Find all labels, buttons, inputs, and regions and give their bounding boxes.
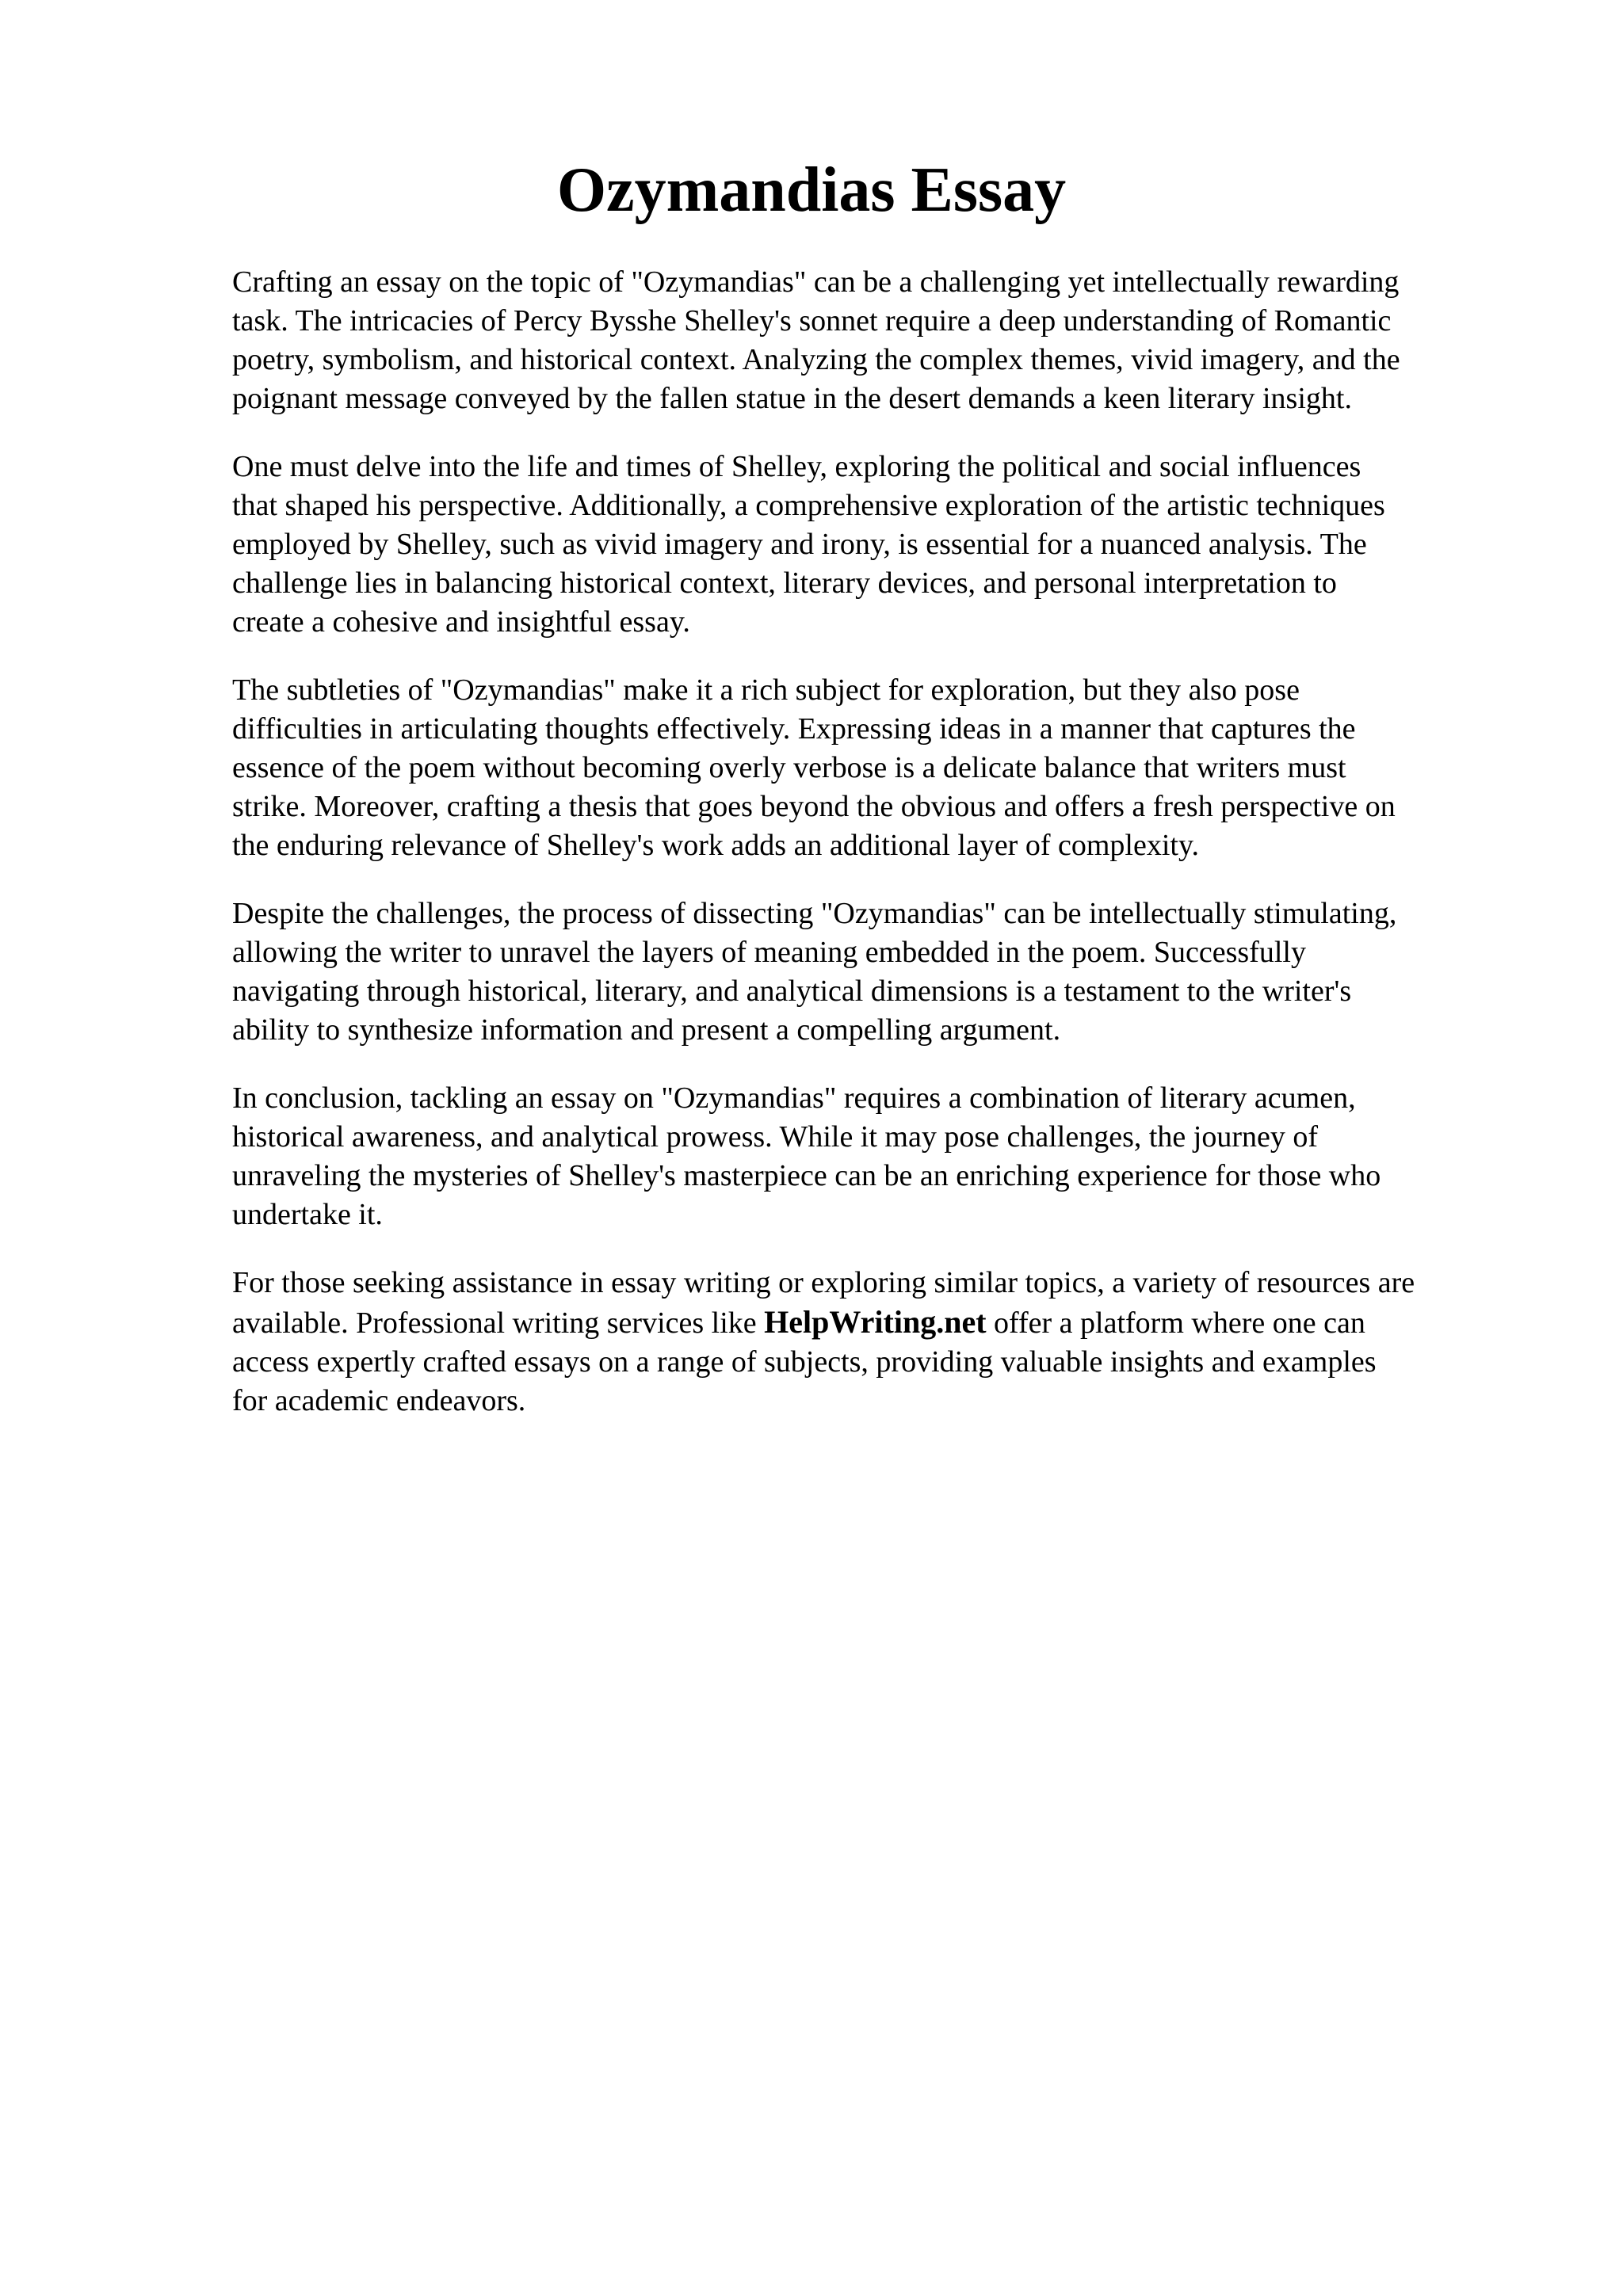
paragraph-line: create a cohesive and insightful essay. xyxy=(232,605,690,639)
paragraph-line: for academic endeavors. xyxy=(232,1384,526,1417)
paragraph-2 xyxy=(232,448,1540,642)
paragraph-line: essence of the poem without becoming overly verbose is a delicate balance that writers must xyxy=(232,751,1346,784)
document-title: Ozymandias Essay xyxy=(556,155,1067,225)
paragraph-line: For those seeking assistance in essay writing or exploring similar topics, a variety of resources are xyxy=(232,1266,1415,1299)
paragraph-line: undertake it. xyxy=(232,1198,383,1231)
helpwriting-link[interactable]: HelpWriting.net xyxy=(764,1304,987,1340)
paragraph-line: Despite the challenges, the process of dissecting "Ozymandias" can be intellectually stimulating, xyxy=(232,897,1397,930)
paragraph-line: difficulties in articulating thoughts effectively. Expressing ideas in a manner that captures the xyxy=(232,712,1356,746)
paragraph-5 xyxy=(232,1079,1540,1234)
paragraph-line: task. The intricacies of Percy Bysshe Shelley's sonnet require a deep understanding of Romantic xyxy=(232,304,1392,338)
paragraph-line: The subtleties of "Ozymandias" make it a rich subject for exploration, but they also pose xyxy=(232,673,1300,707)
paragraph-line: strike. Moreover, crafting a thesis that goes beyond the obvious and offers a fresh perspective on xyxy=(232,790,1396,823)
paragraph-line: challenge lies in balancing historical context, literary devices, and personal interpretation to xyxy=(232,566,1337,600)
paragraph-line: allowing the writer to unravel the layers of meaning embedded in the poem. Successfully xyxy=(232,936,1306,969)
paragraph-line: the enduring relevance of Shelley's work adds an additional layer of complexity. xyxy=(232,829,1199,862)
closing-text-after-link: offer a platform where one can xyxy=(986,1306,1365,1340)
paragraph-line-with-link xyxy=(232,1302,1540,1343)
paragraph-3 xyxy=(232,671,1540,865)
paragraph-closing xyxy=(232,1264,1540,1421)
paragraph-line: unraveling the mysteries of Shelley's masterpiece can be an enriching experience for those who xyxy=(232,1159,1381,1192)
paragraph-line: access expertly crafted essays on a range of subjects, providing valuable insights and examples xyxy=(232,1345,1377,1379)
paragraph-line: ability to synthesize information and present a compelling argument. xyxy=(232,1013,1061,1047)
closing-text-before-link: available. Professional writing services like xyxy=(232,1306,765,1340)
paragraph-line: poignant message conveyed by the fallen statue in the desert demands a keen literary insight. xyxy=(232,382,1352,415)
document-body xyxy=(232,263,1540,1450)
paragraph-line: employed by Shelley, such as vivid imagery and irony, is essential for a nuanced analysis. The xyxy=(232,528,1367,561)
paragraph-line: In conclusion, tackling an essay on "Ozymandias" requires a combination of literary acumen, xyxy=(232,1081,1356,1115)
paragraph-line: that shaped his perspective. Additionally, a comprehensive exploration of the artistic techniques xyxy=(232,489,1385,522)
paragraph-4 xyxy=(232,894,1540,1050)
paragraph-line: One must delve into the life and times of Shelley, exploring the political and social influences xyxy=(232,450,1361,483)
paragraph-line: navigating through historical, literary, and analytical dimensions is a testament to the writer's xyxy=(232,974,1352,1008)
paragraph-line: poetry, symbolism, and historical context. Analyzing the complex themes, vivid imagery, and the xyxy=(232,343,1400,376)
paragraph-line: Crafting an essay on the topic of "Ozymandias" can be a challenging yet intellectually rewarding xyxy=(232,265,1400,299)
paragraph-1 xyxy=(232,263,1540,418)
paragraph-line: historical awareness, and analytical prowess. While it may pose challenges, the journey of xyxy=(232,1120,1319,1154)
